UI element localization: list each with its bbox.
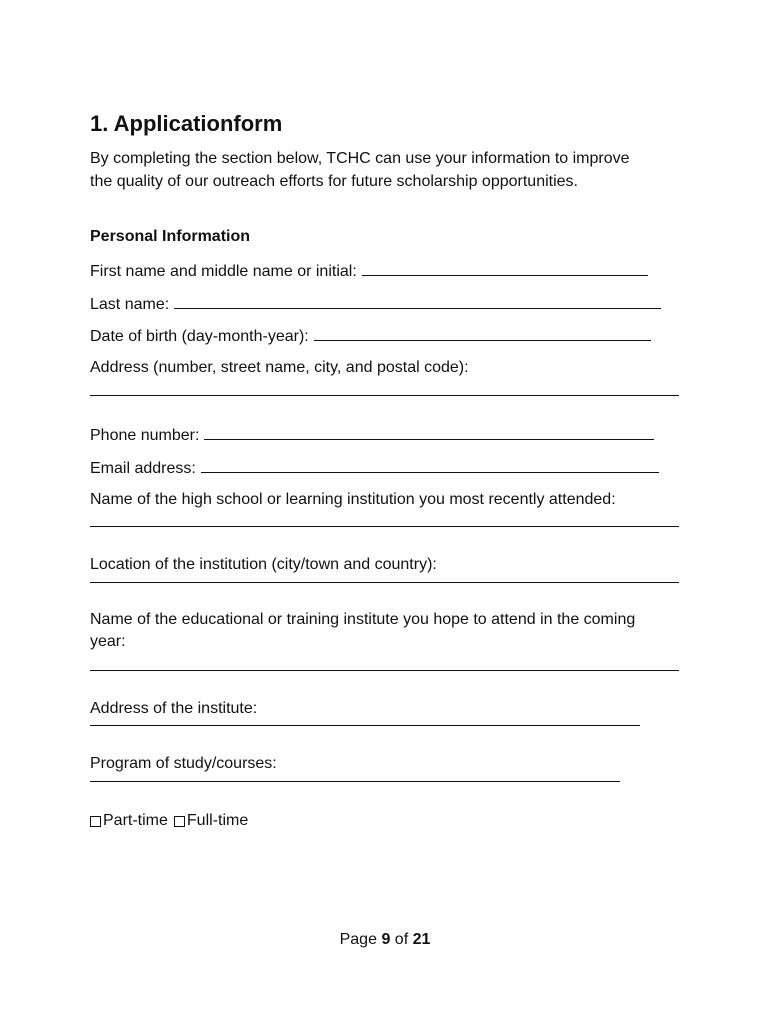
- last-name-label: Last name:: [90, 296, 170, 313]
- dob-field[interactable]: [314, 324, 651, 341]
- first-name-label: First name and middle name or initial:: [90, 263, 357, 280]
- page-word: Page: [339, 931, 377, 948]
- study-mode-options: [90, 810, 254, 832]
- institute-field[interactable]: [90, 670, 679, 671]
- part-time-label: Part-time: [103, 812, 168, 829]
- personal-information-heading: Personal Information: [90, 228, 251, 245]
- email-row: [90, 456, 659, 480]
- address-label: Address (number, street name, city, and postal code):: [90, 359, 469, 376]
- address-field[interactable]: [90, 395, 679, 396]
- full-time-checkbox[interactable]: [174, 816, 185, 827]
- last-name-row: [90, 292, 661, 316]
- school-field[interactable]: [90, 526, 679, 527]
- dob-label: Date of birth (day-month-year):: [90, 328, 309, 345]
- current-page-number: 9: [381, 931, 391, 948]
- page-footer: [0, 929, 770, 951]
- program-field[interactable]: [90, 781, 620, 782]
- part-time-checkbox[interactable]: [90, 816, 101, 827]
- phone-row: [90, 423, 654, 447]
- dob-row: [90, 324, 651, 348]
- institute-address-row: [90, 698, 257, 720]
- institute-row: [90, 609, 650, 653]
- school-label: Name of the high school or learning institution you most recently attended:: [90, 491, 616, 508]
- school-location-field[interactable]: [90, 582, 679, 583]
- full-time-label: Full-time: [186, 812, 249, 829]
- institute-label: Name of the educational or training institute you hope to attend in the coming year:: [90, 611, 636, 650]
- institute-address-field[interactable]: [90, 725, 640, 726]
- first-name-row: [90, 259, 648, 283]
- phone-field[interactable]: [204, 423, 654, 440]
- phone-label: Phone number:: [90, 427, 200, 444]
- institute-address-label: Address of the institute:: [90, 700, 258, 717]
- email-field[interactable]: [201, 456, 659, 473]
- of-word: of: [394, 931, 409, 948]
- section-title: 1. Applicationform: [90, 111, 283, 136]
- program-label: Program of study/courses:: [90, 755, 277, 772]
- total-pages-number: 21: [412, 931, 431, 948]
- first-name-field[interactable]: [362, 259, 648, 276]
- school-row: [90, 489, 616, 511]
- intro-paragraph: By completing the section below, TCHC can use your information to improve the quality of our outreach efforts for future scholarship opportunities.: [90, 150, 630, 190]
- school-location-label: Location of the institution (city/town and country):: [90, 556, 437, 573]
- school-location-row: [90, 554, 437, 576]
- address-row: [90, 357, 469, 379]
- program-row: [90, 753, 277, 775]
- last-name-field[interactable]: [174, 292, 661, 309]
- email-label: Email address:: [90, 460, 196, 477]
